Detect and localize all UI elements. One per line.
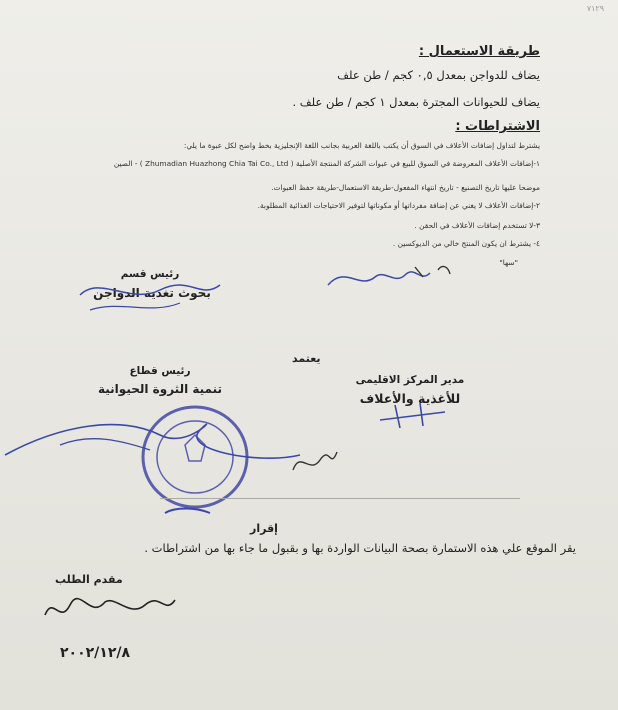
- usage-line-1: يضاف للدواجن بمعدل ٠,٥ كجم / طن علف: [337, 68, 540, 82]
- center-title-1: مدير المركز الاقليمى: [355, 374, 465, 386]
- sector-title-1: رئيس قطاع: [129, 365, 191, 377]
- left-title-2: بحوث تغذية الدواجن: [93, 286, 211, 300]
- corner-mark: ٧١٢٩: [586, 4, 604, 13]
- approve-label: يعتمد: [292, 352, 321, 365]
- left-signature: [70, 265, 230, 320]
- divider: [160, 498, 520, 499]
- left-title-1: رئيس قسم: [120, 268, 180, 280]
- condition-1b: موضحا عليها تاريخ التصنيع - تاريخ انتهاء المفعول-طريقة الاستعمال-طريقة حفظ العبوات.: [271, 183, 540, 192]
- sector-title-2: تنمية الثروة الحيوانية: [98, 382, 222, 396]
- conditions-heading: الاشتراطات :: [455, 119, 540, 134]
- condition-3: ٣-لا تستخدم إضافات الأعلاف في الحقن .: [414, 221, 540, 230]
- applicant-label: مقدم الطلب: [55, 573, 123, 586]
- declaration-heading: إقرار: [250, 522, 278, 535]
- condition-4: ٤- يشترط ان يكون المنتج خالي من الديوكسين .: [392, 239, 540, 248]
- declaration-text: يقر الموقع علي هذه الاستمارة بصحة البيانات الواردة بها و بقبول ما جاء بها من اشتراطات .: [144, 541, 576, 555]
- center-title-2: للأغذية والأعلاف: [359, 391, 461, 406]
- condition-2: ٢-إضافات الأعلاف لا يغني عن إضافة مفرداتها أو مكوناتها لتوفير الاحتياجات الغذائية المطلوبة.: [257, 201, 540, 210]
- middle-signature: [320, 255, 460, 305]
- applicant-signature: [35, 590, 185, 630]
- condition-1a: ١-إضافات الأعلاف المعروضة في السوق للبيع في عبوات الشركة المنتجة الأصلية ( Zhumadian Huazhong Chia Tai Co., Ltd ) - الصين: [113, 159, 540, 168]
- stamp-signature-2: [285, 440, 345, 485]
- conditions-tail: "سها": [499, 258, 518, 267]
- usage-heading: طريقة الاستعمال :: [418, 44, 540, 59]
- official-stamp: [0, 395, 330, 535]
- applicant-date: ٢٠٠٢/١٢/٨: [60, 645, 131, 661]
- center-signature: [375, 400, 455, 430]
- usage-line-2: يضاف للحيوانات المجترة بمعدل ١ كجم / طن علف .: [292, 95, 540, 109]
- conditions-intro: يشترط لتداول إضافات الأعلاف في السوق أن يكتب باللغة العربية بجانب اللغة الإنجليزية بخط واضح لكل عبوة ما يلي:: [183, 141, 540, 150]
